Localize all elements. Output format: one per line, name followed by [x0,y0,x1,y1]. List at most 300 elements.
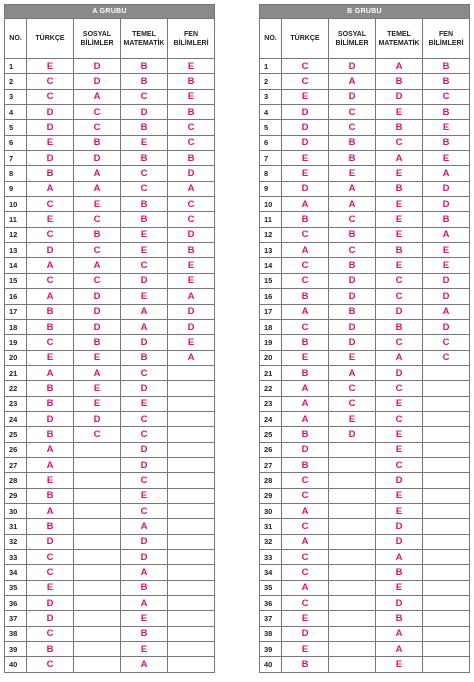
answer-turkce: D [27,534,74,549]
answer-turkce: C [282,74,329,89]
answer-row [5,227,215,242]
answer-fen: D [168,304,215,319]
answer-matematik: D [121,105,168,120]
answer-sosyal: B [329,304,376,319]
answer-row [260,181,470,196]
answer-matematik: E [121,488,168,503]
question-number: 29 [5,488,27,503]
answer-sosyal: C [74,105,121,120]
answer-sosyal: C [329,243,376,258]
answer-sosyal: D [329,59,376,74]
answer-matematik: D [121,335,168,350]
answer-fen [168,411,215,426]
answer-fen: B [423,105,470,120]
answer-sosyal: A [329,74,376,89]
answer-matematik: D [376,596,423,611]
answer-turkce: C [282,565,329,580]
answer-row [5,411,215,426]
answer-matematik: E [376,580,423,595]
column-header-no: NO. [5,19,27,59]
answer-turkce: D [27,596,74,611]
answer-matematik: B [376,243,423,258]
column-header-fen: FEN BİLİMLERİ [423,19,470,59]
answer-matematik: E [121,243,168,258]
answer-sosyal: D [74,319,121,334]
answer-turkce: C [27,227,74,242]
answer-sosyal: E [74,197,121,212]
answer-matematik: D [376,365,423,380]
question-number: 10 [5,197,27,212]
answer-fen [168,550,215,565]
answer-fen [423,642,470,657]
group-title: B GRUBU [260,5,470,19]
question-number: 1 [260,59,282,74]
answer-row [5,120,215,135]
question-number: 21 [260,365,282,380]
answer-row [5,503,215,518]
column-header-matematik: TEMEL MATEMATİK [376,19,423,59]
answer-fen [168,626,215,641]
answer-turkce: E [27,135,74,150]
answer-row [5,488,215,503]
question-number: 7 [260,151,282,166]
answer-matematik: B [121,151,168,166]
answer-fen: C [168,197,215,212]
answer-fen: A [423,227,470,242]
answer-sosyal: D [74,411,121,426]
answer-matematik: A [121,319,168,334]
answer-turkce: C [27,335,74,350]
answer-turkce: A [282,304,329,319]
answer-matematik: B [121,59,168,74]
answer-row [260,335,470,350]
answer-fen [168,442,215,457]
answer-row [5,59,215,74]
answer-fen: C [168,120,215,135]
answer-fen [168,381,215,396]
answer-turkce: C [282,488,329,503]
answer-matematik: B [376,565,423,580]
answer-fen [168,611,215,626]
answer-matematik: B [121,350,168,365]
answer-row [260,580,470,595]
answer-row [5,151,215,166]
answer-matematik: A [376,59,423,74]
question-number: 16 [260,289,282,304]
question-number: 29 [260,488,282,503]
question-number: 18 [260,319,282,334]
answer-matematik: C [121,258,168,273]
group-title: A GRUBU [5,5,215,19]
answer-turkce: B [282,289,329,304]
answer-row [260,135,470,150]
answer-sosyal [329,657,376,672]
answer-matematik: C [121,427,168,442]
answer-fen: B [423,212,470,227]
answer-turkce: C [27,626,74,641]
answer-sosyal: A [74,181,121,196]
answer-row [260,411,470,426]
answer-fen [423,411,470,426]
answer-turkce: E [282,350,329,365]
answer-sosyal [329,503,376,518]
answer-matematik: C [121,411,168,426]
answer-fen [168,396,215,411]
answer-matematik: C [376,289,423,304]
answer-matematik: E [376,105,423,120]
answer-turkce: A [27,258,74,273]
answer-sosyal: B [329,258,376,273]
answer-matematik: E [376,197,423,212]
answer-matematik: D [121,273,168,288]
question-number: 15 [260,273,282,288]
answer-turkce: C [27,550,74,565]
answer-sosyal: D [74,289,121,304]
answer-row [260,59,470,74]
answer-row [5,166,215,181]
answer-sosyal: D [74,59,121,74]
answer-sosyal: B [329,151,376,166]
answer-row [5,534,215,549]
answer-row [260,642,470,657]
question-number: 40 [260,657,282,672]
answer-matematik: A [376,626,423,641]
answer-matematik: A [121,596,168,611]
answer-row [260,457,470,472]
answer-turkce: C [282,519,329,534]
answer-matematik: A [121,519,168,534]
answer-sosyal [329,519,376,534]
answer-matematik: B [121,120,168,135]
answer-row [260,381,470,396]
answer-sosyal [74,488,121,503]
answer-fen [168,488,215,503]
answer-matematik: D [376,304,423,319]
answer-turkce: D [282,442,329,457]
answer-turkce: A [282,243,329,258]
answer-sosyal: D [329,89,376,104]
answer-turkce: A [27,457,74,472]
answer-fen [423,381,470,396]
answer-row [260,473,470,488]
answer-sosyal [329,580,376,595]
answer-fen [168,473,215,488]
column-header-turkce: TÜRKÇE [27,19,74,59]
answer-turkce: C [282,319,329,334]
answer-matematik: B [121,197,168,212]
question-number: 6 [260,135,282,150]
answer-sosyal: C [74,427,121,442]
question-number: 19 [5,335,27,350]
answer-sosyal: E [74,396,121,411]
answer-matematik: B [376,120,423,135]
answer-turkce: C [27,565,74,580]
answer-turkce: B [27,166,74,181]
answer-matematik: D [121,550,168,565]
answer-sosyal [74,503,121,518]
answer-turkce: B [27,642,74,657]
question-number: 33 [5,550,27,565]
answer-matematik: B [376,319,423,334]
answer-fen: D [423,197,470,212]
answer-row [260,89,470,104]
answer-fen [423,365,470,380]
answer-fen [423,596,470,611]
question-number: 27 [260,457,282,472]
answer-fen: A [423,304,470,319]
question-number: 31 [5,519,27,534]
answer-matematik: E [376,657,423,672]
answer-turkce: C [282,59,329,74]
answer-turkce: D [282,626,329,641]
question-number: 37 [260,611,282,626]
answer-row [260,626,470,641]
question-number: 4 [260,105,282,120]
question-number: 6 [5,135,27,150]
answer-matematik: B [121,74,168,89]
answer-sosyal: D [74,74,121,89]
answer-fen: E [168,59,215,74]
answer-row [260,289,470,304]
question-number: 32 [260,534,282,549]
answer-sosyal [329,565,376,580]
answer-fen [423,580,470,595]
answer-sosyal: B [74,335,121,350]
question-number: 25 [5,427,27,442]
answer-sosyal [74,565,121,580]
answer-matematik: A [121,657,168,672]
answer-turkce: B [282,457,329,472]
answer-row [260,488,470,503]
answer-fen [423,503,470,518]
answer-sosyal [329,611,376,626]
question-number: 14 [260,258,282,273]
answer-turkce: E [27,473,74,488]
answer-turkce: B [27,381,74,396]
answer-turkce: B [27,396,74,411]
question-number: 12 [260,227,282,242]
answer-row [260,258,470,273]
answer-row [260,304,470,319]
answer-matematik: A [121,565,168,580]
question-number: 13 [5,243,27,258]
answer-turkce: A [282,396,329,411]
answer-turkce: A [282,197,329,212]
question-number: 23 [5,396,27,411]
answer-turkce: C [27,197,74,212]
question-number: 28 [5,473,27,488]
answer-turkce: D [27,243,74,258]
answer-row [5,580,215,595]
answer-sosyal: B [74,227,121,242]
answer-row [260,396,470,411]
question-number: 38 [260,626,282,641]
answer-fen: B [168,243,215,258]
answer-table-group-a [4,4,215,673]
answer-matematik: E [121,642,168,657]
answer-matematik: C [121,503,168,518]
answer-sosyal: C [74,243,121,258]
answer-sosyal [74,596,121,611]
answer-matematik: B [376,74,423,89]
answer-turkce: D [27,151,74,166]
question-number: 35 [5,580,27,595]
answer-row [5,304,215,319]
answer-rows [260,59,470,673]
answer-turkce: A [282,381,329,396]
question-number: 8 [5,166,27,181]
answer-matematik: D [121,442,168,457]
answer-turkce: D [27,105,74,120]
question-number: 16 [5,289,27,304]
answer-fen [423,473,470,488]
answer-fen: D [168,166,215,181]
question-number: 2 [5,74,27,89]
answer-matematik: E [376,503,423,518]
question-number: 27 [5,457,27,472]
column-header-sosyal: SOSYAL BİLİMLER [74,19,121,59]
answer-matematik: D [121,381,168,396]
answer-turkce: B [282,657,329,672]
question-number: 14 [5,258,27,273]
question-number: 3 [260,89,282,104]
answer-fen: E [423,258,470,273]
answer-row [260,365,470,380]
answer-turkce: B [27,319,74,334]
answer-turkce: A [282,503,329,518]
question-number: 24 [260,411,282,426]
answer-matematik: B [376,611,423,626]
answer-sosyal: D [74,151,121,166]
answer-fen: A [168,289,215,304]
answer-turkce: E [27,350,74,365]
answer-row [5,550,215,565]
answer-fen [168,519,215,534]
answer-turkce: C [27,657,74,672]
question-number: 5 [5,120,27,135]
answer-row [260,166,470,181]
answer-sosyal: D [329,319,376,334]
question-number: 37 [5,611,27,626]
answer-matematik: C [121,473,168,488]
answer-fen: D [423,289,470,304]
question-number: 18 [5,319,27,334]
question-number: 35 [260,580,282,595]
question-number: 4 [5,105,27,120]
answer-sosyal: D [74,304,121,319]
answer-matematik: A [376,350,423,365]
answer-fen [423,626,470,641]
question-number: 34 [260,565,282,580]
answer-turkce: E [27,59,74,74]
answer-turkce: C [282,473,329,488]
question-number: 20 [260,350,282,365]
answer-sosyal: C [74,212,121,227]
answer-sosyal: A [74,166,121,181]
answer-fen [168,534,215,549]
answer-table-group-b [259,4,470,673]
answer-sosyal: D [329,289,376,304]
answer-matematik: B [121,580,168,595]
answer-fen: B [168,74,215,89]
question-number: 30 [260,503,282,518]
answer-sosyal [74,580,121,595]
answer-matematik: C [121,166,168,181]
answer-fen: D [423,319,470,334]
answer-sosyal [329,626,376,641]
answer-sosyal: B [74,135,121,150]
answer-matematik: A [376,151,423,166]
answer-sosyal: C [329,212,376,227]
answer-matematik: E [376,227,423,242]
answer-fen: C [423,335,470,350]
question-number: 1 [5,59,27,74]
answer-sosyal: C [74,273,121,288]
answer-turkce: C [282,550,329,565]
answer-sosyal [329,534,376,549]
answer-sosyal [74,642,121,657]
answer-turkce: D [27,611,74,626]
answer-turkce: C [282,227,329,242]
answer-row [5,626,215,641]
question-number: 26 [5,442,27,457]
answer-row [5,519,215,534]
answer-matematik: B [376,181,423,196]
answer-turkce: A [27,442,74,457]
answer-turkce: B [27,427,74,442]
answer-fen: B [168,105,215,120]
answer-row [260,442,470,457]
answer-fen [168,565,215,580]
answer-matematik: D [121,534,168,549]
answer-matematik: D [376,519,423,534]
answer-row [5,197,215,212]
answer-fen: C [423,89,470,104]
answer-fen: E [423,243,470,258]
answer-turkce: E [282,89,329,104]
answer-row [260,596,470,611]
answer-turkce: A [27,365,74,380]
answer-matematik: A [121,304,168,319]
question-number: 10 [260,197,282,212]
answer-fen: B [423,135,470,150]
answer-sosyal: D [329,335,376,350]
answer-turkce: C [282,258,329,273]
answer-row [260,74,470,89]
answer-matematik: C [121,181,168,196]
question-number: 34 [5,565,27,580]
answer-matematik: E [376,427,423,442]
question-number: 11 [5,212,27,227]
answer-turkce: C [27,89,74,104]
answer-turkce: C [282,273,329,288]
answer-fen [423,565,470,580]
answer-matematik: C [376,273,423,288]
answer-fen: C [168,212,215,227]
answer-turkce: E [27,580,74,595]
answer-fen [423,519,470,534]
answer-turkce: A [27,503,74,518]
question-number: 5 [260,120,282,135]
answer-row [5,473,215,488]
question-number: 21 [5,365,27,380]
question-number: 19 [260,335,282,350]
answer-sosyal: E [329,350,376,365]
answer-sosyal [329,642,376,657]
question-number: 15 [5,273,27,288]
answer-sosyal: C [329,381,376,396]
answer-row [5,212,215,227]
